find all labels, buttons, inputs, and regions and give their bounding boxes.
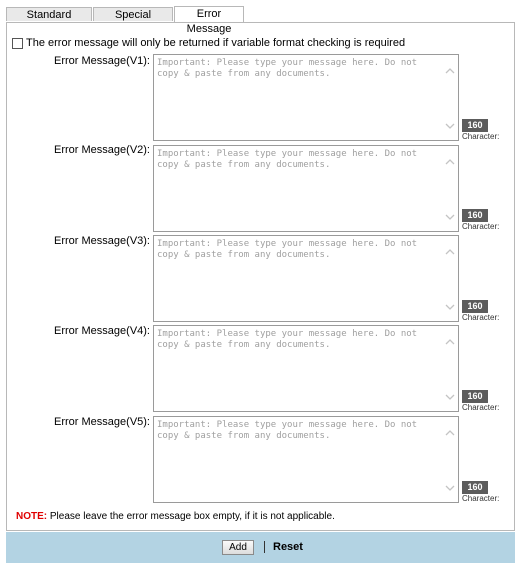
error-message-v1-scrollbar[interactable] <box>443 56 457 139</box>
error-message-v5-placeholder: Important: Please type your message here. Do not copy & paste from any documents. <box>157 420 418 441</box>
scroll-up-icon[interactable] <box>445 67 455 75</box>
tab-standard-message[interactable]: Standard <box>6 7 92 21</box>
variable-format-option <box>12 37 405 49</box>
variable-format-label: The error message will only be returned if variable format checking is required <box>26 37 406 49</box>
error-message-v5-scrollbar[interactable] <box>443 418 457 501</box>
error-message-v4-counter-label: Character: <box>462 403 500 412</box>
variable-format-checkbox[interactable] <box>12 38 23 49</box>
error-message-v2-counter-label: Character: <box>462 222 500 231</box>
footer-divider <box>264 541 265 553</box>
error-message-v3-scrollbar[interactable] <box>443 237 457 320</box>
scroll-down-icon[interactable] <box>445 303 455 311</box>
error-message-v3-textarea[interactable] <box>153 235 459 322</box>
error-message-v3-counter-label: Character: <box>462 313 500 322</box>
reset-link[interactable]: Reset <box>273 541 303 553</box>
scroll-down-icon[interactable] <box>445 484 455 492</box>
error-message-v4-placeholder: Important: Please type your message here. Do not copy & paste from any documents. <box>157 329 418 350</box>
scroll-up-icon[interactable] <box>445 429 455 437</box>
error-message-v2-counter: 160 <box>462 209 488 222</box>
tab-special-message[interactable]: Special <box>93 7 173 21</box>
error-message-v2-placeholder: Important: Please type your message here. Do not copy & paste from any documents. <box>157 149 418 170</box>
error-message-v1-placeholder: Important: Please type your message here. Do not copy & paste from any documents. <box>157 58 418 79</box>
tab-error-message[interactable]: Error Message <box>174 6 244 22</box>
scroll-down-icon[interactable] <box>445 122 455 130</box>
error-message-v4-scrollbar[interactable] <box>443 327 457 410</box>
note-text <box>16 511 335 523</box>
error-message-v2-scrollbar[interactable] <box>443 147 457 230</box>
error-message-v1-counter-label: Character: <box>462 132 500 141</box>
error-message-v2-textarea[interactable] <box>153 145 459 232</box>
error-message-v5-counter-label: Character: <box>462 494 500 503</box>
error-message-v1-textarea[interactable] <box>153 54 459 141</box>
note-body: Please leave the error message box empty, if it is not applicable. <box>47 511 335 522</box>
error-message-v4-textarea[interactable] <box>153 325 459 412</box>
error-message-v3-counter: 160 <box>462 300 488 313</box>
error-message-v5-label: Error Message(V5): <box>54 416 150 428</box>
scroll-up-icon[interactable] <box>445 338 455 346</box>
error-message-v3-placeholder: Important: Please type your message here. Do not copy & paste from any documents. <box>157 239 418 260</box>
action-footer <box>6 532 515 563</box>
scroll-up-icon[interactable] <box>445 158 455 166</box>
error-message-v5-counter: 160 <box>462 481 488 494</box>
error-message-v4-label: Error Message(V4): <box>54 325 150 337</box>
scroll-down-icon[interactable] <box>445 213 455 221</box>
error-message-v1-label: Error Message(V1): <box>54 55 150 67</box>
scroll-up-icon[interactable] <box>445 248 455 256</box>
error-message-v2-label: Error Message(V2): <box>54 144 150 156</box>
scroll-down-icon[interactable] <box>445 393 455 401</box>
note-prefix: NOTE: <box>16 511 48 522</box>
add-button[interactable]: Add <box>222 540 254 555</box>
error-message-v4-counter: 160 <box>462 390 488 403</box>
error-message-v3-label: Error Message(V3): <box>54 235 150 247</box>
error-message-v1-counter: 160 <box>462 119 488 132</box>
error-message-v5-textarea[interactable] <box>153 416 459 503</box>
